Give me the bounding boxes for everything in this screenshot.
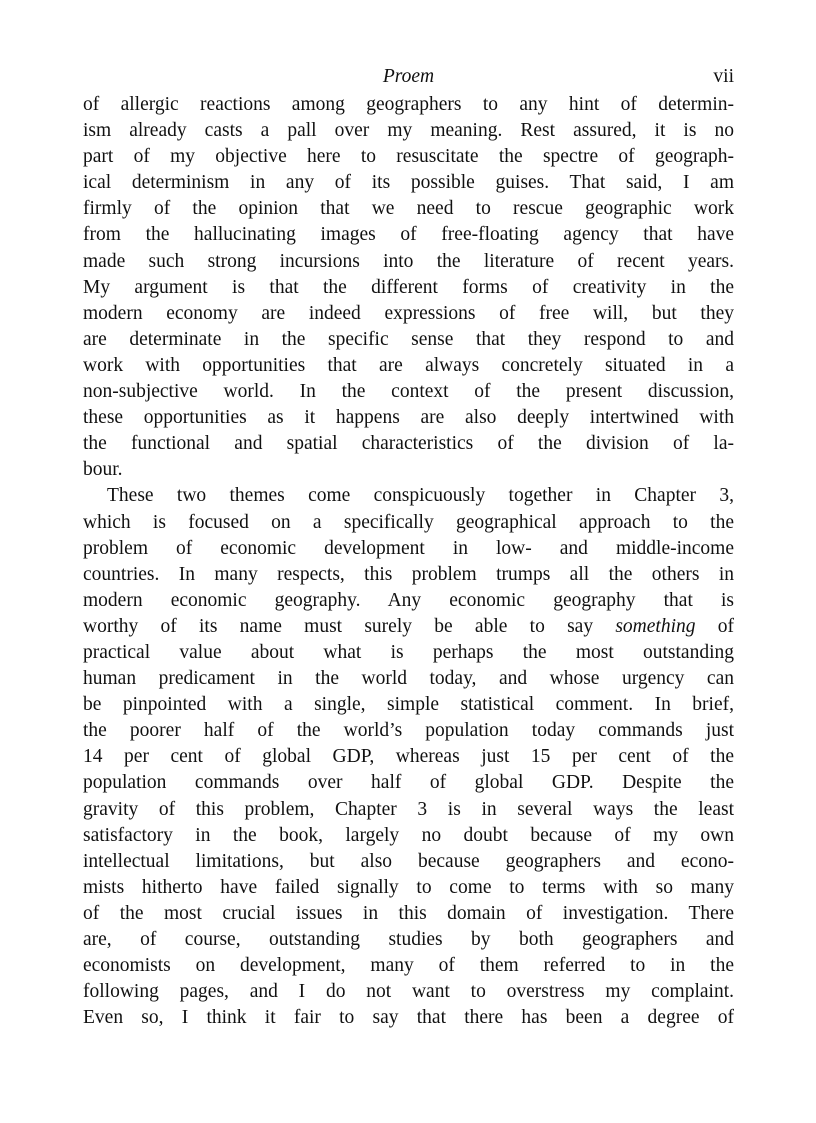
text-line: 14 per cent of global GDP, whereas just 15 per cent of the: [83, 746, 734, 768]
text-line-with-emphasis: [83, 614, 734, 640]
text-line: of the most crucial issues in this domain of investigation. There: [83, 902, 734, 924]
text-line: firmly of the opinion that we need to rescue geographic work: [83, 198, 734, 220]
running-title: Proem: [382, 66, 435, 87]
text-line: be pinpointed with a single, simple statistical comment. In brief,: [83, 694, 734, 716]
text-line: work with opportunities that are always concretely situated in a: [83, 354, 734, 376]
text-line: these opportunities as it happens are also deeply intertwined with: [83, 407, 734, 429]
emphasized-word: something: [615, 615, 696, 637]
text-line: gravity of this problem, Chapter 3 is in several ways the least: [83, 798, 734, 820]
text-line: These two themes come conspicuously together in Chapter 3,: [107, 485, 734, 507]
paragraph-2: [83, 483, 734, 1031]
text-line: are, of course, outstanding studies by both geographers and: [83, 929, 734, 950]
book-page: [83, 66, 734, 1031]
body-text: [83, 92, 734, 1031]
text-line: from the hallucinating images of free-floating agency that have: [83, 224, 734, 246]
text-line: made such strong incursions into the literature of recent years.: [83, 250, 734, 272]
text-line: non-subjective world. In the context of the present discussion,: [83, 381, 734, 403]
paragraph-1: [83, 92, 734, 483]
text-line: the poorer half of the world’s population today commands just: [83, 720, 734, 742]
running-head: [83, 66, 734, 92]
text-line: ical determinism in any of its possible guises. That said, I am: [83, 172, 734, 194]
text-line: human predicament in the world today, and whose urgency can: [83, 668, 734, 690]
text-line: part of my objective here to resuscitate the spectre of geograph-: [83, 146, 734, 168]
text-line: following pages, and I do not want to overstress my complaint.: [83, 981, 734, 1003]
text-line: ism already casts a pall over my meaning. Rest assured, it is no: [83, 120, 734, 142]
text-line: modern economy are indeed expressions of free will, but they: [83, 302, 734, 324]
text-line: countries. In many respects, this problem trumps all the others in: [83, 563, 734, 585]
page-number: vii: [713, 66, 734, 87]
text-line: of allergic reactions among geographers to any hint of determin-: [83, 94, 734, 115]
text-line: population commands over half of global GDP. Despite the: [83, 772, 734, 794]
text-line: practical value about what is perhaps the most outstanding: [83, 641, 734, 663]
text-line: satisfactory in the book, largely no doubt because of my own: [83, 824, 734, 846]
text-line: economists on development, many of them referred to in the: [83, 955, 734, 977]
text-line: bour.: [83, 459, 123, 481]
text-line: which is focused on a specifically geographical approach to the: [83, 511, 734, 533]
text-line: problem of economic development in low- and middle-income: [83, 537, 734, 559]
text-segment: worthy of its name must surely be able to say: [83, 615, 616, 637]
text-line: modern economic geography. Any economic geography that is: [83, 589, 734, 611]
text-line: intellectual limitations, but also because geographers and econo-: [83, 850, 734, 872]
text-segment: of: [695, 615, 734, 637]
text-line: mists hitherto have failed signally to come to terms with so many: [83, 876, 734, 898]
text-line: are determinate in the specific sense that they respond to and: [83, 328, 734, 350]
text-line: Even so, I think it fair to say that there has been a degree of: [83, 1007, 734, 1029]
text-line: My argument is that the different forms of creativity in the: [83, 276, 734, 298]
text-line: the functional and spatial characteristics of the division of la-: [83, 433, 734, 455]
